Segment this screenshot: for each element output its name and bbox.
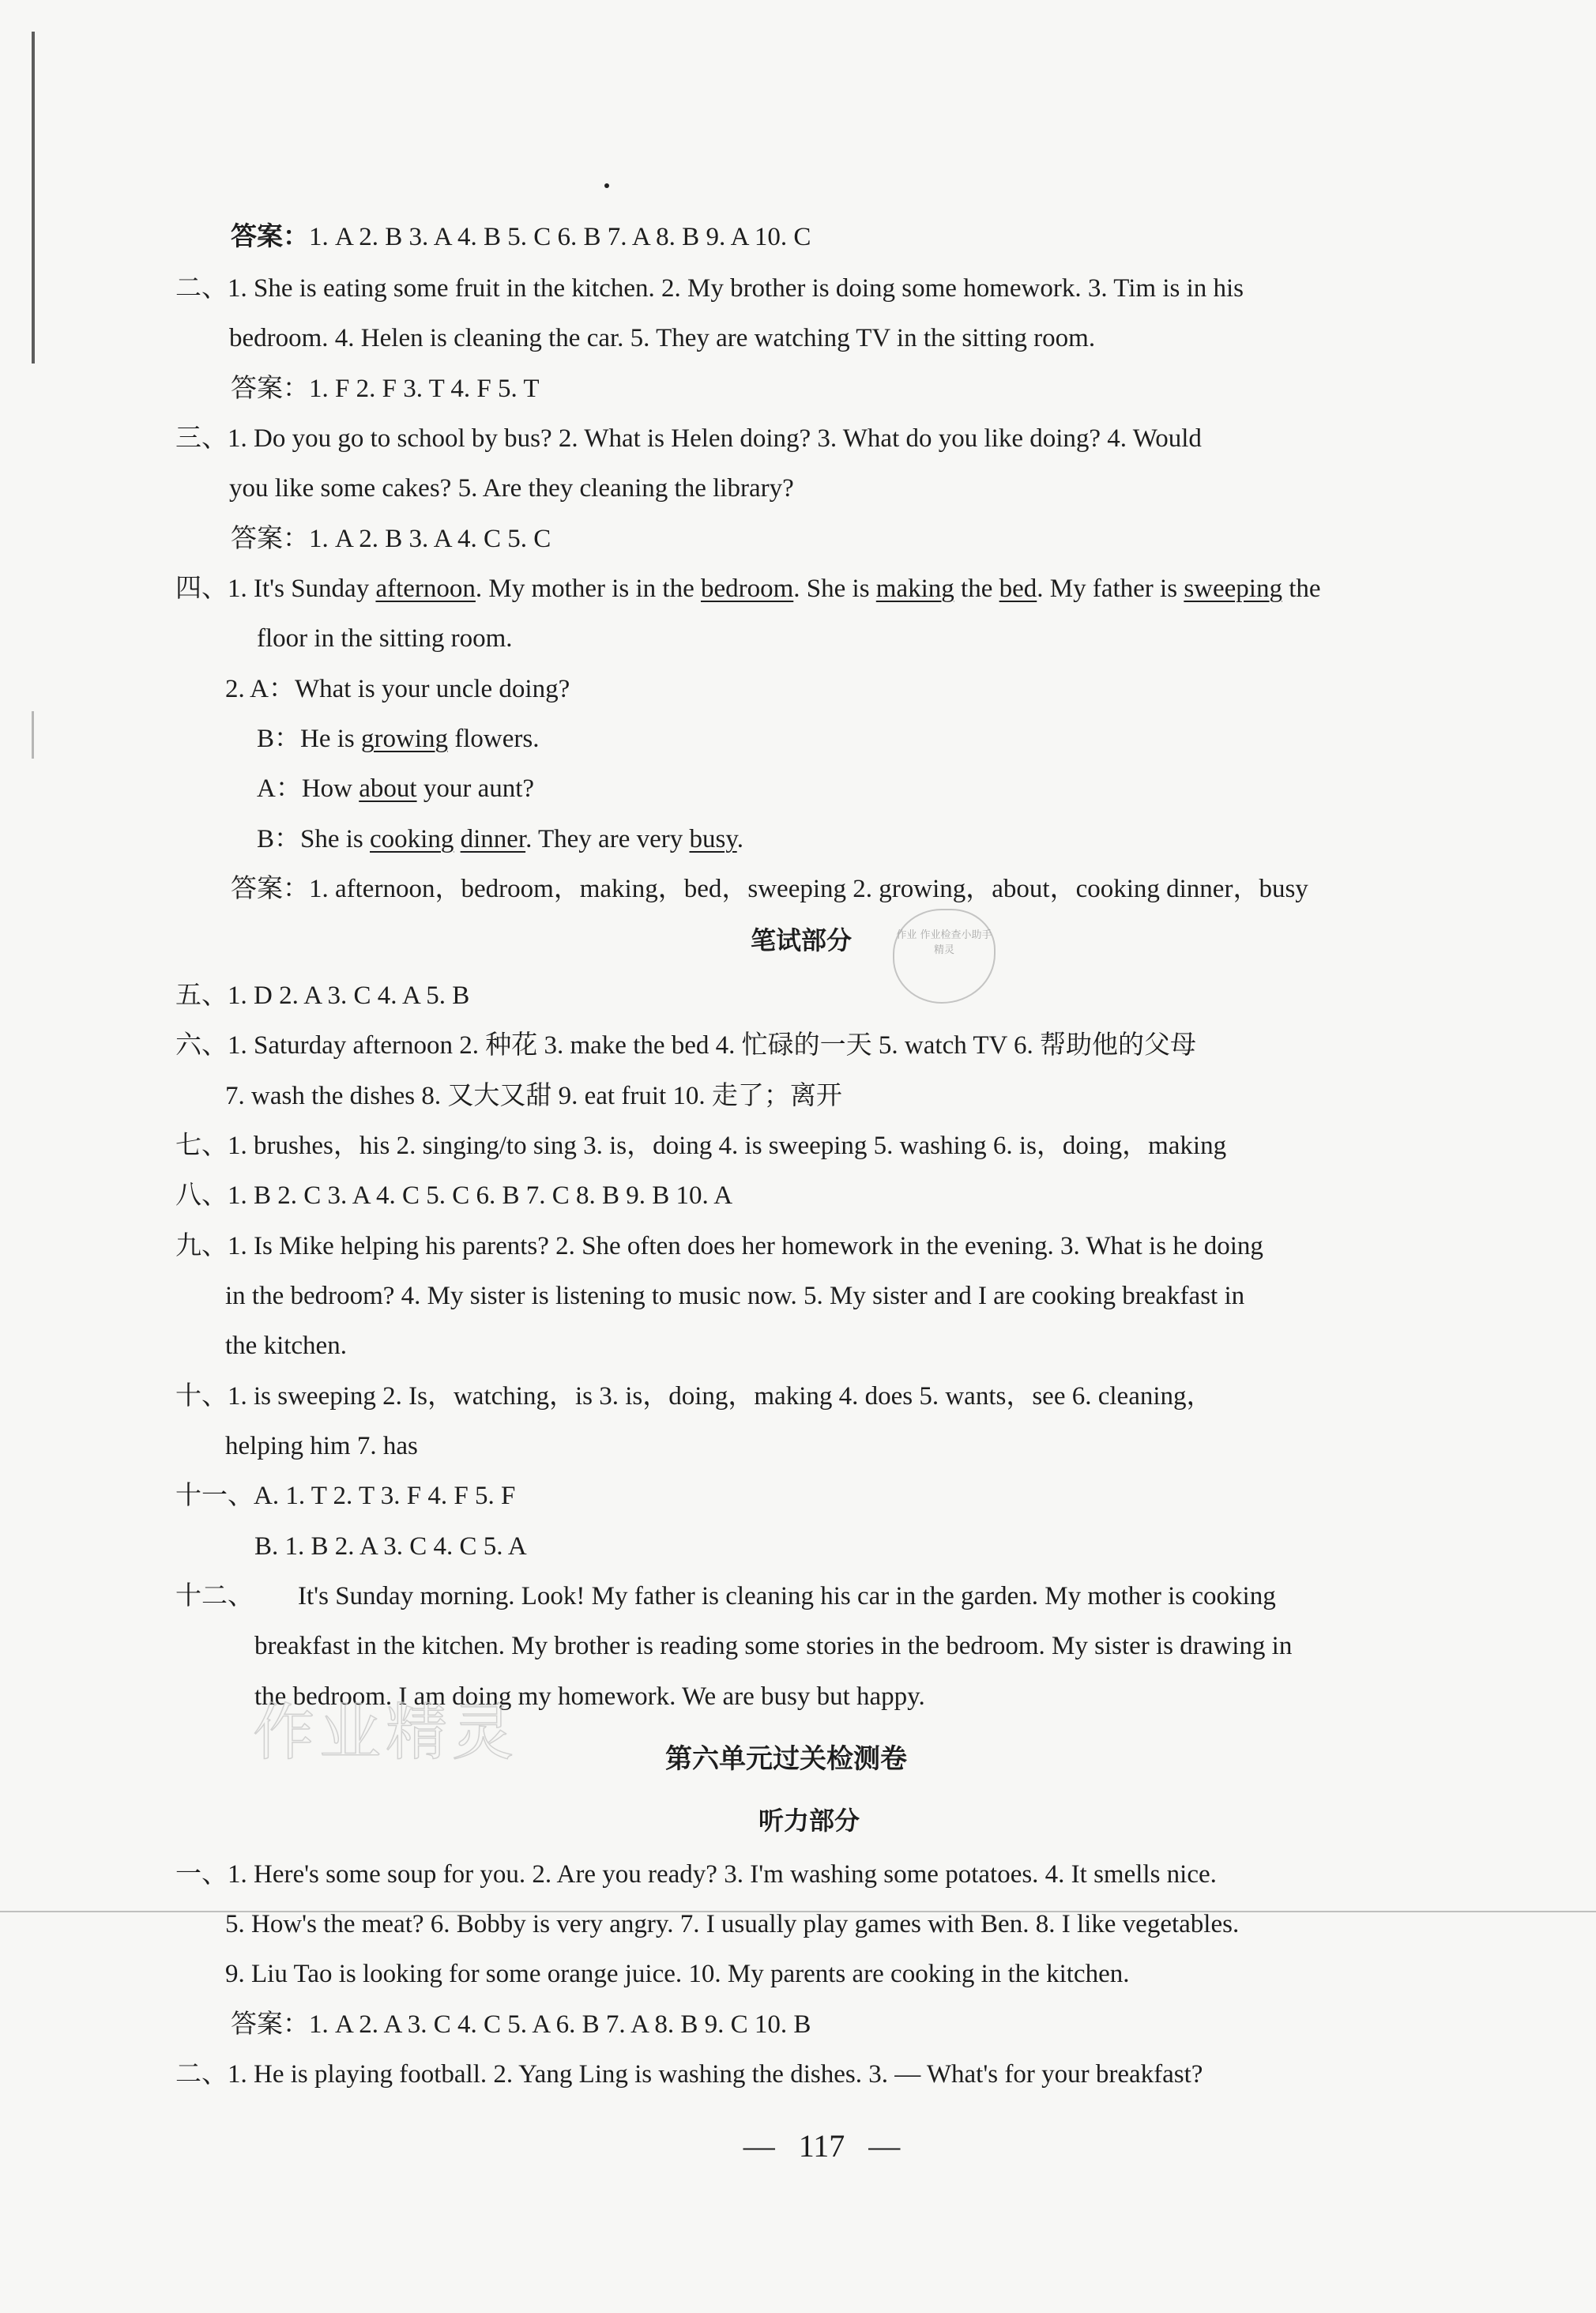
answer-line: 八、1. B 2. C 3. A 4. C 5. C 6. B 7. C 8. B 9. B 10. A	[175, 1181, 733, 1210]
question-line: 一、1. Here's some soup for you. 2. Are you ready? 3. I'm washing some potatoes. 4. It smells nice.	[175, 1860, 1217, 1889]
passage-line: 十二、 It's Sunday morning. Look! My father is cleaning his car in the garden. My mother is cooking	[175, 1582, 1276, 1610]
answer-line: 答案：1. F 2. F 3. T 4. F 5. T	[231, 375, 540, 403]
blank-answer: afternoon	[375, 574, 476, 603]
question-line: 二、1. He is playing football. 2. Yang Ling is washing the dishes. 3. — What's for your breakfast?	[175, 2060, 1203, 2089]
passage-line: 四、1. It's Sunday afternoon. My mother is in the bedroom. She is making the bed. My father is sweeping the	[175, 574, 1321, 603]
page-number: — 117 —	[743, 2128, 901, 2164]
answer-line: B. 1. B 2. A 3. C 4. C 5. A	[254, 1532, 527, 1561]
answer-line: 十、1. is sweeping 2. Is，watching，is 3. is，doing，making 4. does 5. wants，see 6. cleaning，	[175, 1382, 1213, 1411]
answer-line: helping him 7. has	[225, 1432, 418, 1460]
dialogue-line: B：He is growing flowers.	[257, 725, 540, 753]
answer-line: 答案：1. A 2. A 3. C 4. C 5. A 6. B 7. A 8. B 9. C 10. B	[231, 2010, 811, 2039]
answer-line: 答案：1. afternoon，bedroom，making，bed，sweeping 2. growing，about，cooking dinner，busy	[231, 875, 1308, 903]
blank-answer: cooking	[370, 825, 454, 853]
binding-edge	[32, 32, 35, 364]
answer-line: 七、1. brushes，his 2. singing/to sing 3. is，doing 4. is sweeping 5. washing 6. is，doing，making	[175, 1132, 1227, 1160]
watermark: 作业精灵	[253, 1697, 519, 1769]
answer-line: 九、1. Is Mike helping his parents? 2. She often does her homework in the evening. 3. What is he doing	[175, 1232, 1263, 1260]
question-line: 二、1. She is eating some fruit in the kitchen. 2. My brother is doing some homework. 3. Tim is in his	[175, 274, 1244, 303]
blank-answer: sweeping	[1184, 574, 1282, 603]
passage-line: breakfast in the kitchen. My brother is reading some stories in the bedroom. My sister is drawing in	[254, 1632, 1293, 1660]
dialogue-line: 2. A：What is your uncle doing?	[225, 675, 570, 703]
helper-stamp: 作业 作业检查小助手 精灵	[893, 909, 996, 1004]
answer-line: 答案：1. A 2. B 3. A 4. B 5. C 6. B 7. A 8. B 9. A 10. C	[231, 223, 811, 251]
binding-mark	[32, 711, 34, 759]
passage-line: the bedroom. I am doing my homework. We are busy but happy.	[254, 1682, 925, 1711]
question-line: you like some cakes? 5. Are they cleaning the library?	[229, 474, 794, 503]
answer-line: 五、1. D 2. A 3. C 4. A 5. B	[175, 981, 470, 1010]
blank-answer: dinner	[460, 825, 526, 853]
answer-line: the kitchen.	[225, 1332, 347, 1360]
blank-answer: making	[875, 574, 954, 603]
print-speck	[604, 183, 609, 188]
blank-answer: bedroom	[700, 574, 794, 603]
dialogue-line: B：She is cooking dinner. They are very busy.	[257, 825, 743, 853]
dialogue-line: A：How about your aunt?	[257, 774, 535, 803]
blank-answer: growing	[361, 725, 448, 753]
question-line: 5. How's the meat? 6. Bobby is very angry. 7. I usually play games with Ben. 8. I like vegetables.	[225, 1910, 1240, 1938]
unit-heading: 第六单元过关检测卷	[665, 1743, 907, 1775]
passage-line: floor in the sitting room.	[257, 624, 513, 653]
question-line: 三、1. Do you go to school by bus? 2. What is Helen doing? 3. What do you like doing? 4. Would	[175, 424, 1202, 453]
answer-line: 7. wash the dishes 8. 又大又甜 9. eat fruit 10. 走了；离开	[225, 1082, 842, 1110]
blank-answer: bed	[999, 574, 1037, 603]
section-heading-listening: 听力部分	[758, 1806, 860, 1836]
question-line: 9. Liu Tao is looking for some orange juice. 10. My parents are cooking in the kitchen.	[225, 1960, 1130, 1988]
answer-line: 六、1. Saturday afternoon 2. 种花 3. make the bed 4. 忙碌的一天 5. watch TV 6. 帮助他的父母	[175, 1031, 1197, 1060]
blank-answer: busy	[689, 825, 737, 853]
question-line: bedroom. 4. Helen is cleaning the car. 5. They are watching TV in the sitting room.	[229, 324, 1096, 352]
answer-line: in the bedroom? 4. My sister is listening to music now. 5. My sister and I are cooking breakfast in	[225, 1282, 1245, 1310]
blank-answer: about	[359, 774, 417, 803]
section-heading-written: 笔试部分	[751, 925, 853, 955]
answer-line: 十一、A. 1. T 2. T 3. F 4. F 5. F	[175, 1482, 516, 1510]
answer-line: 答案：1. A 2. B 3. A 4. C 5. C	[231, 525, 551, 553]
